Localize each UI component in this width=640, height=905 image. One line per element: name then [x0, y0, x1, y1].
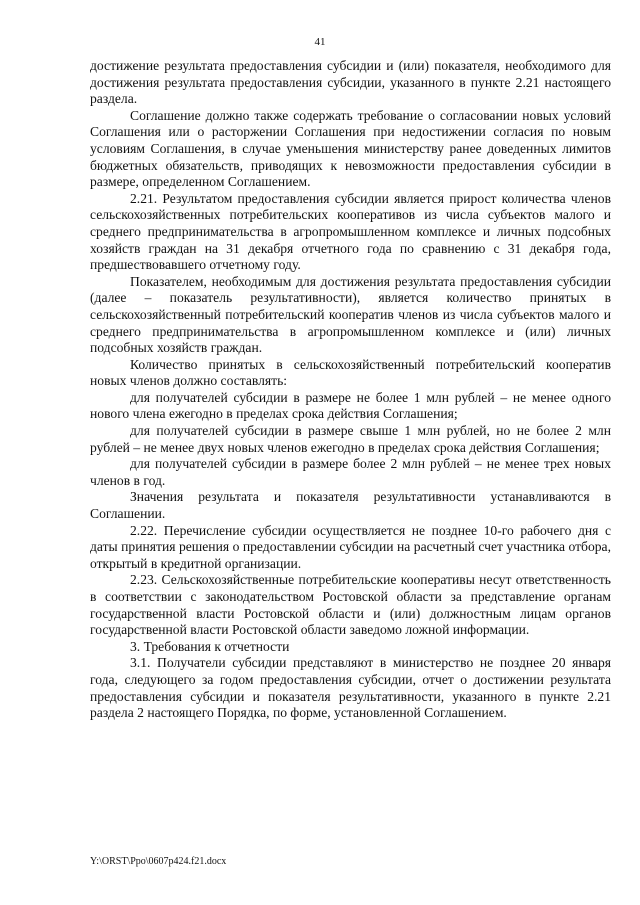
paragraph: Значения результата и показателя результативности устанавливаются в Соглашении. — [90, 489, 611, 522]
paragraph: 2.23. Сельскохозяйственные потребительские кооперативы несут ответственность в соответствии с законодательством Ростовской области за представление органам государственной власти Ростовской области и (или) должностным лицам органов государственной власти Ростовской области заведомо ложной информации. — [90, 572, 611, 638]
page-number: 41 — [314, 36, 326, 48]
paragraph: достижение результата предоставления субсидии и (или) показателя, необходимого для достижения результата предоставления субсидии, указанного в пункте 2.21 настоящего раздела. — [90, 58, 611, 107]
document-body — [90, 58, 611, 722]
paragraphs-after — [90, 655, 611, 721]
paragraph: Соглашение должно также содержать требование о согласовании новых условий Соглашения или о расторжении Соглашения при недостижении согласия по новым условиям Соглашения, в случае уменьшения министерству ранее доведенных лимитов бюджетных обязательств, приводящих к невозможности предоставления субсидии в размере, определенном Соглашением. — [90, 107, 611, 190]
paragraph: для получателей субсидии в размере свыше 1 млн рублей, но не более 2 млн рублей – не менее двух новых членов ежегодно в пределах срока действия Соглашения; — [90, 423, 611, 455]
paragraph: для получателей субсидии в размере более 2 млн рублей – не менее трех новых членов в год. — [90, 456, 611, 488]
paragraph: Показателем, необходимым для достижения результата предоставления субсидии (далее – показатель результативности), является количество принятых в сельскохозяйственный потребительский кооператив членов из числа субъектов малого и среднего предпринимательства в агропромышленном комплексе и (или) личных подсобных хозяйств граждан. — [90, 273, 611, 356]
footer-file-path: Y:\ORST\Ppo\0607p424.f21.docx — [90, 856, 227, 867]
paragraph: для получателей субсидии в размере не более 1 млн рублей – не менее одного нового члена ежегодно в пределах срока действия Соглашения; — [90, 389, 611, 422]
paragraph: 2.21. Результатом предоставления субсидии является прирост количества членов сельскохозяйственных потребительских кооперативов из числа субъектов малого и среднего предпринимательства в агропромышленном комплексе и личных подсобных хозяйств граждан на 31 декабря отчетного года по сравнению с 31 декабря года, предшествовавшего отчетному году. — [90, 190, 611, 273]
section-heading: 3. Требования к отчетности — [130, 638, 290, 654]
paragraph: Количество принятых в сельскохозяйственный потребительский кооператив новых членов должно составлять: — [90, 356, 611, 389]
paragraph: 3.1. Получатели субсидии представляют в министерство не позднее 20 января года, следующего за годом предоставления субсидии, отчет о достижении результата предоставления субсидии и показателя результативности, указанного в пункте 2.21 раздела 2 настоящего Порядка, по форме, установленной Соглашением. — [90, 655, 611, 721]
paragraphs-before — [90, 58, 611, 639]
paragraph: 2.22. Перечисление субсидии осуществляется не позднее 10-го рабочего дня с даты принятия решения о предоставлении субсидии на расчетный счет участника отбора, открытый в кредитной организации. — [90, 522, 611, 571]
